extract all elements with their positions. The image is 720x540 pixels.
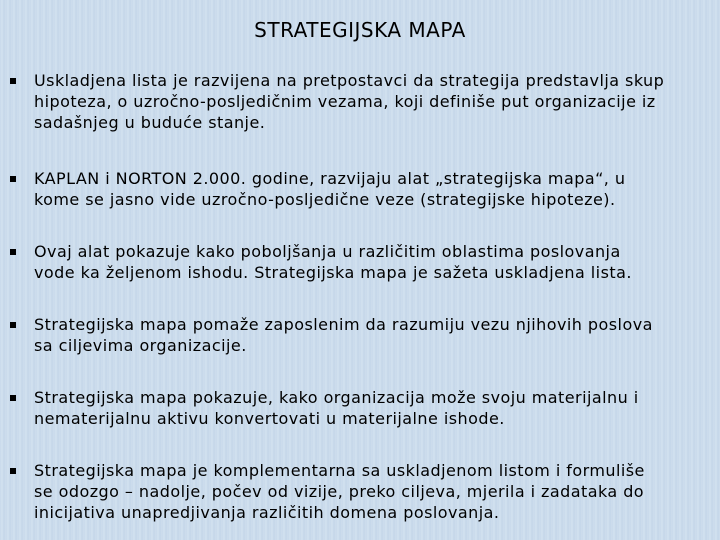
slide-title: STRATEGIJSKA MAPA [254, 18, 466, 42]
bullet-text [34, 168, 714, 210]
bullet-text [34, 387, 714, 429]
bullet-square-icon [10, 249, 16, 255]
bullet-text [34, 70, 714, 133]
bullet-square-icon [10, 322, 16, 328]
bullet-square-icon [10, 395, 16, 401]
bullet-text [34, 460, 714, 523]
bullet-text [34, 241, 714, 283]
bullet-line: hipoteza, o uzročno-posljedičnim vezama, koji definiše put organizacije iz [34, 92, 656, 111]
bullet-text [34, 314, 714, 356]
bullet-square-icon [10, 78, 16, 84]
bullet-line: inicijativa unapredjivanja različitih domena poslovanja. [34, 503, 500, 522]
bullet-line: nematerijalnu aktivu konvertovati u materijalne ishode. [34, 409, 505, 428]
bullet-line: Ovaj alat pokazuje kako poboljšanja u različitim oblastima poslovanja [34, 242, 621, 261]
bullet-square-icon [10, 468, 16, 474]
bullet-line: KAPLAN i NORTON 2.000. godine, razvijaju alat „strategijska mapa“, u [34, 169, 626, 188]
bullet-line: Strategijska mapa pomaže zaposlenim da razumiju vezu njihovih poslova [34, 315, 653, 334]
bullet-square-icon [10, 176, 16, 182]
bullet-line: Strategijska mapa je komplementarna sa uskladjenom listom i formuliše [34, 461, 645, 480]
bullet-line: Strategijska mapa pokazuje, kako organizacija može svoju materijalnu i [34, 388, 639, 407]
bullet-line: sa ciljevima organizacije. [34, 336, 247, 355]
bullet-line: se odozgo – nadolje, počev od vizije, preko ciljeva, mjerila i zadataka do [34, 482, 645, 501]
bullet-line: Uskladjena lista je razvijena na pretpostavci da strategija predstavlja skup [34, 71, 665, 90]
bullet-line: sadašnjeg u buduće stanje. [34, 113, 266, 132]
bullet-line: kome se jasno vide uzročno-posljedične veze (strategijske hipoteze). [34, 190, 616, 209]
bullet-line: vode ka željenom ishodu. Strategijska mapa je sažeta uskladjena lista. [34, 263, 632, 282]
